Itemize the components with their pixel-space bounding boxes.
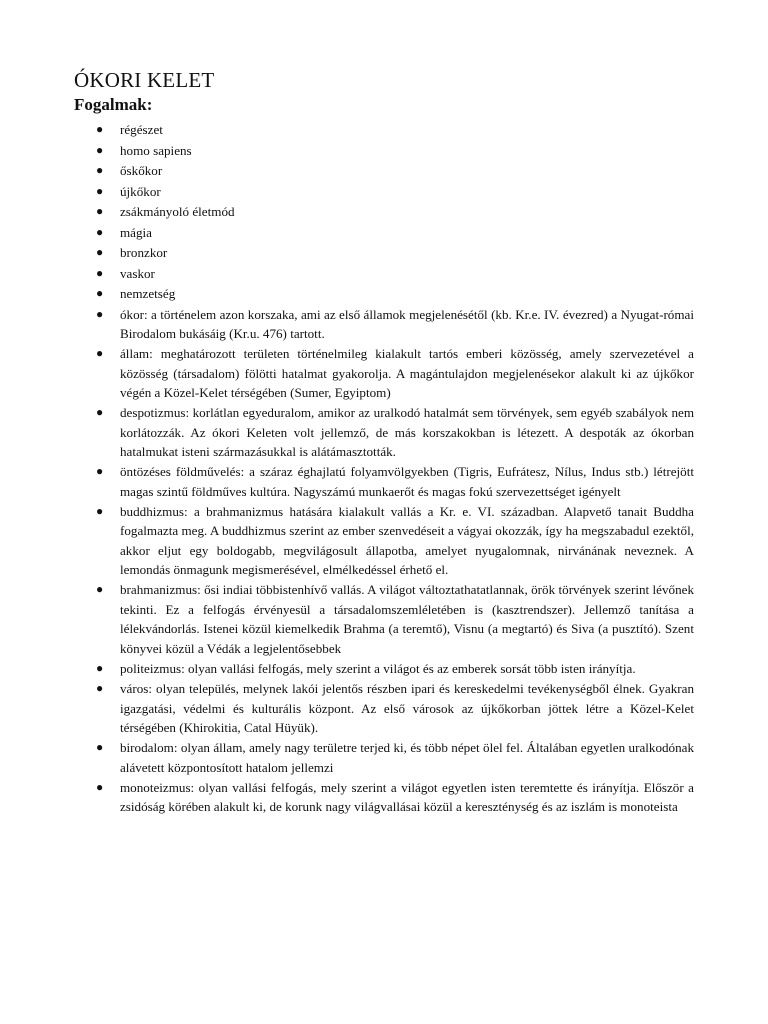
bullet-icon: ● — [96, 306, 104, 321]
list-item — [74, 679, 694, 738]
term-text: mágia — [120, 224, 152, 240]
list-item — [74, 161, 694, 181]
document-page — [74, 66, 694, 817]
term-text: régészet — [120, 122, 163, 137]
term-text: despotizmus: korlátlan egyeduralom, amikor az uralkodó hatalmát sem törvények, sem egyéb szabályok nem korlátozzák. Az ókori Keleten volt jellemző, de más korszakokban is létezett. A despoták az ókorban hatalmukat isteni származásukkal is alátámasztották. — [120, 405, 694, 460]
list-item — [74, 738, 694, 777]
term-text: vaskor — [120, 265, 155, 281]
list-item — [74, 202, 694, 222]
bullet-icon: ● — [96, 224, 104, 239]
bullet-icon: ● — [96, 163, 104, 177]
terms-list — [74, 120, 694, 817]
list-item — [74, 264, 694, 284]
bullet-icon: ● — [96, 183, 104, 198]
term-text: ókor: a történelem azon korszaka, ami az első államok megjelenésétől (kb. Kr.e. IV. évezred) a Nyugat-római Birodalom bukásáig (Kr.u. 476) tartott. — [120, 306, 694, 341]
list-item — [74, 141, 694, 161]
bullet-icon: ● — [96, 503, 104, 518]
list-item — [74, 659, 694, 679]
term-text: politeizmus: olyan vallási felfogás, mely szerint a világot és az emberek sorsát több isten irányítja. — [120, 661, 636, 677]
term-text: zsákmányoló életmód — [120, 204, 235, 219]
list-item — [74, 120, 694, 140]
bullet-icon: ● — [96, 286, 104, 300]
term-text: őskőkor — [120, 163, 163, 178]
bullet-icon: ● — [96, 204, 104, 218]
bullet-icon: ● — [96, 582, 104, 597]
term-text: nemzetség — [120, 286, 176, 301]
bullet-icon: ● — [96, 661, 104, 676]
term-text: monoteizmus: olyan vallási felfogás, mely szerint a világot egyetlen isten teremtette és irányítja. Először a zsidóság körében alakult ki, de korunk nagy világvallásai közül a kereszténység és az iszlám is monoteista — [120, 779, 694, 815]
page-title: ÓKORI KELET — [74, 68, 215, 92]
term-text: bronzkor — [120, 245, 168, 260]
list-item — [74, 284, 694, 304]
term-text: buddhizmus: a brahmanizmus hatására kialakult vallás a Kr. e. VI. században. Alapvető tanait Buddha fogalmazta meg. A buddhizmus szerint az ember szenvedéseit a vágyai okozzák, így ha megszabadul ezektől, akkor eljut egy boldogabb, megvilágosult állapotba, amelyet nyugalomnak, nirvánának neveznek. A lemondás önmagunk megismerésével, elmélkedéssel érhető el. — [120, 503, 694, 578]
list-item — [74, 462, 694, 501]
term-text: homo sapiens — [120, 142, 192, 158]
list-item — [74, 182, 694, 202]
bullet-icon: ● — [96, 681, 104, 696]
bullet-icon: ● — [96, 346, 104, 361]
list-item — [74, 502, 694, 580]
list-item — [74, 305, 694, 344]
term-text: újkőkor — [120, 183, 161, 199]
list-item — [74, 243, 694, 263]
bullet-icon: ● — [96, 779, 104, 794]
term-text: öntözéses földművelés: a száraz éghajlatú folyamvölgyekben (Tigris, Eufrátesz, Nílus, Indus stb.) létrejött magas szintű földműves kultúra. Nagyszámú munkaerőt és magas fokú szervezettséget igényelt — [120, 464, 694, 499]
bullet-icon: ● — [96, 245, 104, 259]
bullet-icon: ● — [96, 464, 104, 479]
bullet-icon: ● — [96, 142, 104, 157]
bullet-icon: ● — [96, 265, 104, 280]
bullet-icon: ● — [96, 405, 104, 420]
term-text: város: olyan település, melynek lakói jelentős részben ipari és kereskedelmi tevékenységből élnek. Gyakran igazgatási, védelmi és kulturális központ. Az első városok az újkőkorban jöttek létre a Közel-Kelet térségében (Khirokitia, Catal Hüyük). — [120, 681, 694, 736]
term-text: brahmanizmus: ősi indiai többistenhívő vallás. A világot változtathatatlannak, örök törvények szerint lévőnek tekinti. Ez a felfogás érvényesül a társadalomszemléletében is (kasztrendszer). Jellemző tanítása a lélekvándorlás. Istenei közül kiemelkedik Brahma (a teremtő), Visnu (a megtartó) és Siva (a pusztító). Szent könyvei közül a Védák a legjelentősebbek — [120, 582, 694, 656]
bullet-icon: ● — [96, 740, 104, 755]
term-text: birodalom: olyan állam, amely nagy területre terjed ki, és több népet ölel fel. Általában egyetlen uralkodónak alávetett központosított hatalom jellemzi — [120, 740, 694, 775]
section-subtitle: Fogalmak: — [74, 95, 153, 114]
bullet-icon: ● — [96, 122, 104, 136]
term-text: állam: meghatározott területen történelmileg kialakult tartós emberi közösség, amely szervezetével a közösség (társadalom) fölötti hatalmat gyakorolja. A magántulajdon megjelenésekor alakult ki az újkőkor végén a Közel-Kelet térségében (Sumer, Egyiptom) — [120, 346, 694, 401]
list-item — [74, 403, 694, 462]
list-item — [74, 580, 694, 658]
list-item — [74, 778, 694, 817]
list-item — [74, 344, 694, 403]
list-item — [74, 223, 694, 243]
